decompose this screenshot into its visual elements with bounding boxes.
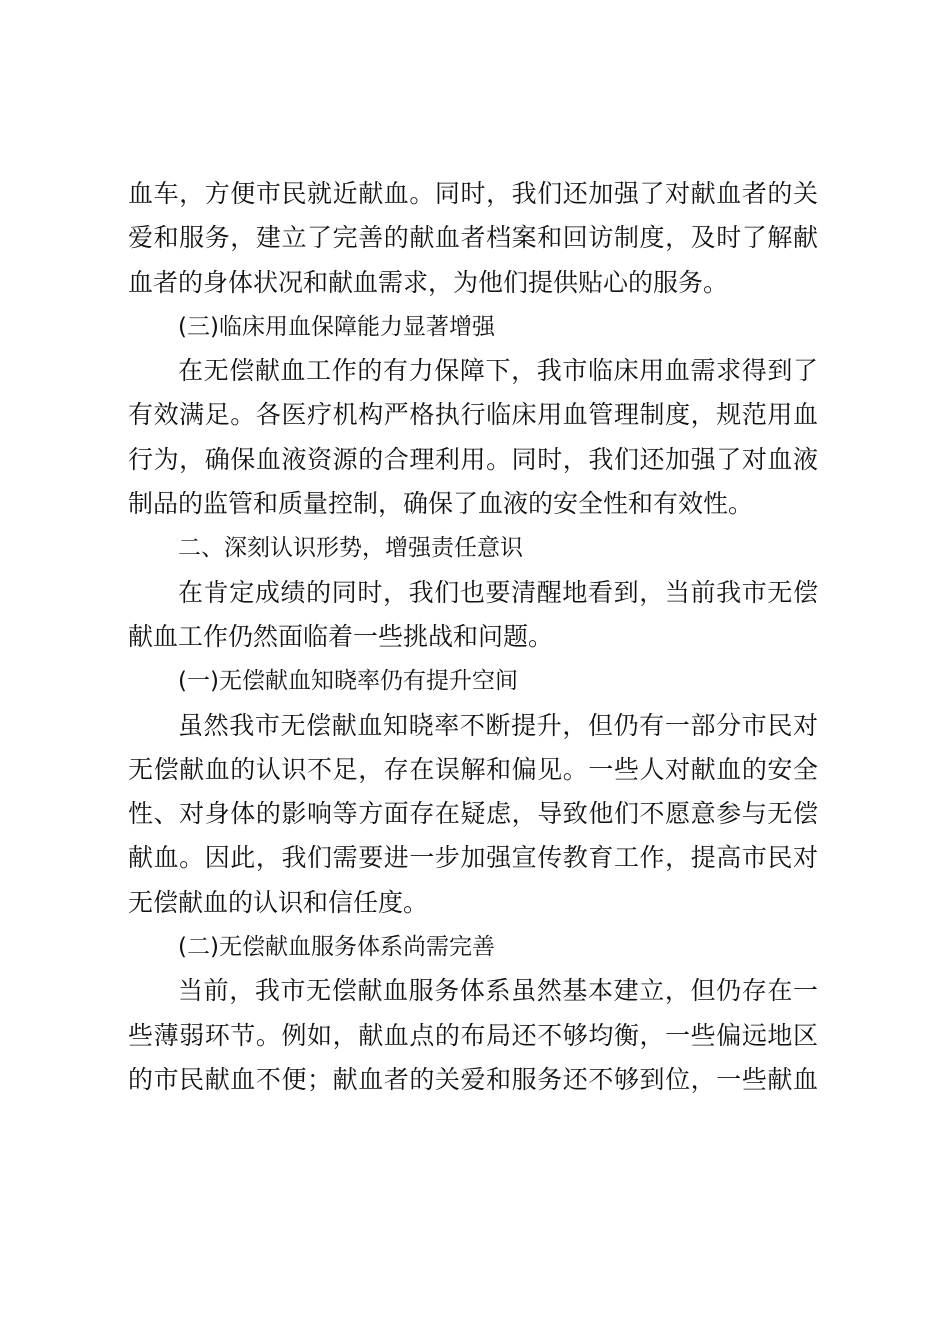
paragraph-line: 有效满足。各医疗机构严格执行临床用血管理制度，规范用血 — [128, 400, 818, 430]
paragraph-line: 行为，确保血液资源的合理利用。同时，我们还加强了对血液 — [128, 444, 818, 474]
paragraph-line: 无偿献血的认识不足，存在误解和偏见。一些人对献血的安全 — [128, 754, 818, 784]
paragraph-line: 血者的身体状况和献血需求，为他们提供贴心的服务。 — [128, 267, 729, 297]
paragraph-line: 虽然我市无偿献血知晓率不断提升，但仍有一部分市民对 — [178, 710, 818, 740]
paragraph-line: 当前，我市无偿献血服务体系虽然基本建立，但仍存在一 — [178, 976, 818, 1006]
paragraph-line: 在肯定成绩的同时，我们也要清醒地看到，当前我市无偿 — [178, 577, 818, 607]
paragraph-line: 的市民献血不便；献血者的关爱和服务还不够到位，一些献血 — [128, 1064, 818, 1094]
paragraph-line: 无偿献血的认识和信任度。 — [128, 887, 429, 917]
paragraph-line: 献血。因此，我们需要进一步加强宣传教育工作，提高市民对 — [128, 843, 818, 873]
paragraph-line: 些薄弱环节。例如，献血点的布局还不够均衡，一些偏远地区 — [128, 1020, 818, 1050]
paragraph-line: 在无偿献血工作的有力保障下，我市临床用血需求得到了 — [178, 356, 818, 386]
section-heading: (三)临床用血保障能力显著增强 — [178, 313, 495, 340]
section-heading: (二)无偿献血服务体系尚需完善 — [178, 934, 495, 961]
paragraph-line: 制品的监管和质量控制，确保了血液的安全性和有效性。 — [128, 489, 754, 519]
paragraph-line: 献血工作仍然面临着一些挑战和问题。 — [128, 621, 554, 651]
paragraph-line: 爱和服务，建立了完善的献血者档案和回访制度，及时了解献 — [128, 223, 818, 253]
paragraph-line: 性、对身体的影响等方面存在疑虑，导致他们不愿意参与无偿 — [128, 799, 818, 829]
paragraph-line: 血车，方便市民就近献血。同时，我们还加强了对献血者的关 — [128, 179, 818, 208]
section-heading: 二、深刻认识形势，增强责任意识 — [178, 535, 523, 562]
document-body — [128, 172, 818, 1102]
section-heading: (一)无偿献血知晓率仍有提升空间 — [178, 668, 518, 695]
